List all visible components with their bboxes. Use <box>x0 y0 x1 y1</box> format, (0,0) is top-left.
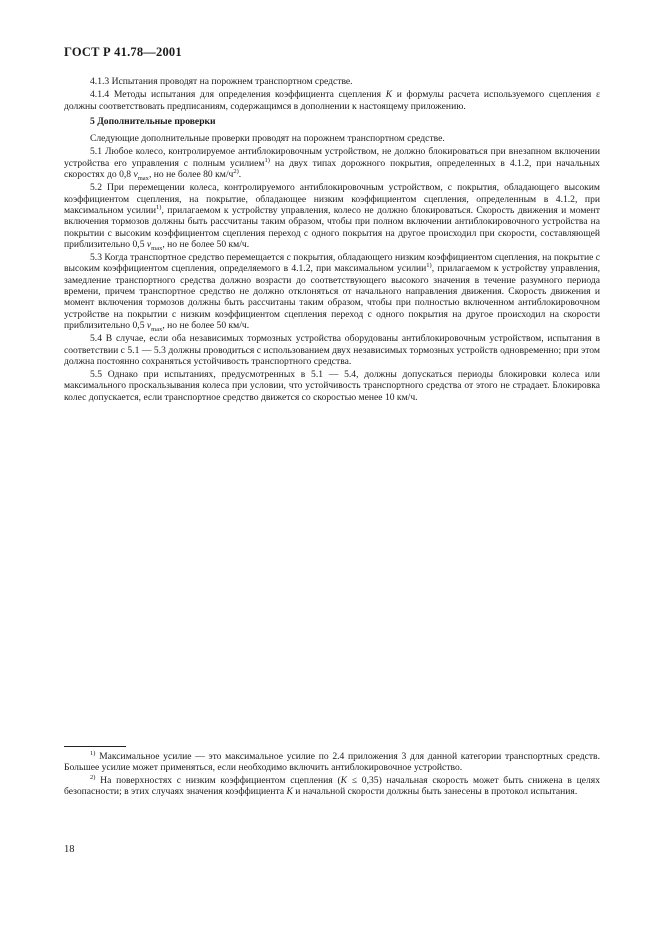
page-number: 18 <box>64 844 75 855</box>
section-5-heading: 5 Дополнительные проверки <box>90 115 216 127</box>
footnote-2: $^{2)}$ На поверхностях с низким коэффициентом сцепления (K ≤ 0,35) начальная скорость может быть снижена в целях безопасности; в этих случаях значения коэффициента K и начальной скорости должны быть занесены в протокол испытания. <box>64 773 600 797</box>
paragraph-5-4: 5.4 В случае, если оба независимых тормозных устройства оборудованы антиблокировочным устройством, испытания в соответствии с 5.1 — 5.3 должны проводиться с использованием двух независимых тормозных устройств одновременно; при этом должна постоянно сохраняться устойчивость транспортного средства. <box>64 333 600 367</box>
footnotes <box>64 751 600 798</box>
footnote-1: $^{1)}$ Максимальное усилие — это максимальное усилие по 2.4 приложения 3 для данной категории транспортных средств. Большее усилие может применяться, если необходимо включить антиблокировочное устройство. <box>64 749 600 774</box>
document-header: ГОСТ Р 41.78—2001 <box>64 45 182 59</box>
paragraph-5-5: 5.5 Однако при испытаниях, предусмотренных в 5.1 — 5.4, должны допускаться периоды блокировки колеса или максимального проскальзывания колеса при условии, что устойчивость транспортного средства от этого не страдает. Блокировка колес допускается, если транспортное средство движется со скоростью менее 10 км/ч. <box>64 369 600 403</box>
paragraph-5-2: 5.2 При перемещении колеса, контролируемого антиблокировочным устройством, с покрытия, обладающего высоким коэффициентом сцепления, на покрытие, обладающее низким коэффициентом сцепления, определенным в 4.1.2, при максимальном усилии$^{1)}$, прилагаемом к устройству управления, колесо не должно блокироваться. Скорость движения и момент включения тормозов должны быть рассчитаны таким образом, чтобы при полном включении антиблокировочного устройства на покрытии с высоким коэффициентом сцепления переход с одного покрытия на другое происходил при скорости, составляющей приблизительно 0,5 $v_{max}$, но не более 50 км/ч. <box>64 182 600 252</box>
footnote-ref[interactable]: 1) <box>264 156 270 164</box>
footnote-ref[interactable]: 1) <box>426 262 432 270</box>
main-text <box>64 76 600 405</box>
paragraph-5-1: 5.1 Любое колесо, контролируемое антиблокировочным устройством, не должно блокироваться при внезапном включении устройства его управления с полным усилием$^{1)}$ на двух типах дорожного покрытия, определенных в 4.1.2, при начальных скоростях до 0,8 $v_{max}$, но не более 80 $км/ч^{2)}$. <box>64 146 600 182</box>
footnote-ref[interactable]: 1) <box>156 203 162 211</box>
paragraph-4-1-4: 4.1.4 Методы испытания для определения коэффициента сцепления K и формулы расчета используемого сцепления ε должны соответствовать предписаниям, содержащимся в дополнении к настоящему приложению. <box>64 89 600 112</box>
paragraph-4-1-3: 4.1.3 Испытания проводят на порожнем транспортном средстве. <box>90 76 353 87</box>
paragraph-5-3: 5.3 Когда транспортное средство перемещается с покрытия, обладающего низким коэффициентом сцепления, на покрытие с высоким коэффициентом сцепления, определяемого в 4.1.2, при максимальном усилии$^{1)}$, прилагаемом к устройству управления, замедление транспортного средства должно возрасти до соответствующего высокого значения в течение разумного периода времени, причем транспортное средство не должно отклоняться от начального направления движения. Скорость движения и момент включения тормозов должны быть рассчитаны таким образом, чтобы при полностью включенном антиблокировочном устройстве на покрытии с низким коэффициентом сцепления переход с одного покрытия на другое происходил на скорости приблизительно 0,5 $v_{max}$, но не более 50 км/ч. <box>64 252 601 333</box>
section-5-intro: Следующие дополнительные проверки проводят на порожнем транспортном средстве. <box>90 133 445 145</box>
footnote-ref[interactable]: 2) <box>233 167 239 175</box>
footnote-divider <box>64 746 126 747</box>
